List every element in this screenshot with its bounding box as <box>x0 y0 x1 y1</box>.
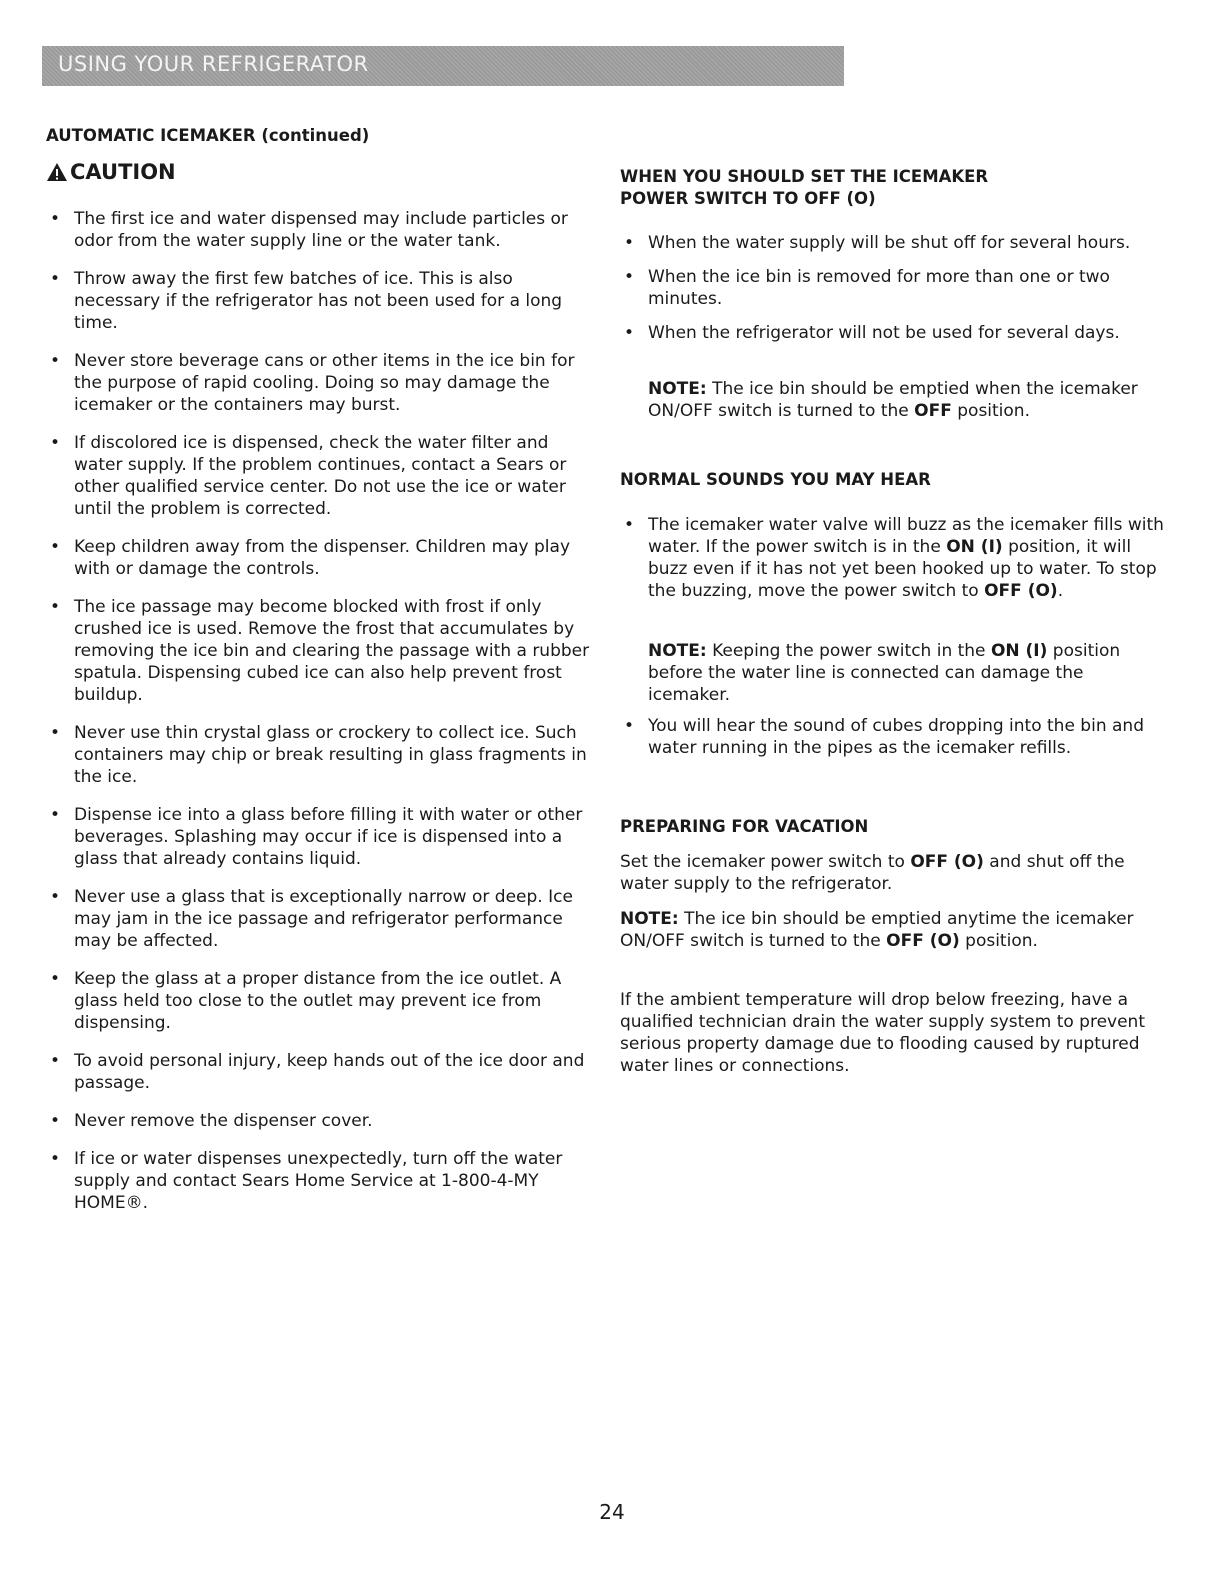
note-power-off: NOTE: The ice bin should be emptied when the icemaker ON/OFF switch is turned to the OFF position. <box>648 379 1138 421</box>
warning-triangle-icon <box>46 162 68 182</box>
normal-sounds-list-2 <box>620 715 1170 759</box>
caution-label: CAUTION <box>70 160 176 184</box>
list-item: • Never use thin crystal glass or crockery to collect ice. Such containers may chip or break resulting in glass fragments in the ice. <box>50 723 587 787</box>
list-item: • When the water supply will be shut off for several hours. <box>624 233 1131 253</box>
list-item: • The icemaker water valve will buzz as the icemaker fills with water. If the power switch is in the ON (I) position, it will buzz even if it has not yet been hooked up to water. To stop the buzzing, move the power switch to OFF (O). <box>624 515 1164 601</box>
section-heading-automatic-icemaker: AUTOMATIC ICEMAKER (continued) <box>46 126 370 145</box>
list-item: • If ice or water dispenses unexpectedly, turn off the water supply and contact Sears Home Service at 1-800-4-MY HOME®. <box>50 1149 563 1213</box>
section-heading-normal-sounds: NORMAL SOUNDS YOU MAY HEAR <box>620 470 931 489</box>
note-normal-sounds: NOTE: Keeping the power switch in the ON (I) position before the water line is connected can damage the icemaker. <box>648 641 1121 705</box>
note-vacation: NOTE: The ice bin should be emptied anytime the icemaker ON/OFF switch is turned to the OFF (O) position. <box>620 909 1134 951</box>
section-heading-power-switch-off: WHEN YOU SHOULD SET THE ICEMAKER POWER SWITCH TO OFF (O) <box>620 167 989 208</box>
list-item: • When the ice bin is removed for more than one or two minutes. <box>624 267 1110 309</box>
banner-title: USING YOUR REFRIGERATOR <box>58 52 369 76</box>
freezing-paragraph: If the ambient temperature will drop below freezing, have a qualified technician drain the water supply system to prevent serious property damage due to flooding caused by ruptured water lines or connections. <box>620 990 1145 1076</box>
list-item: • To avoid personal injury, keep hands out of the ice door and passage. <box>50 1051 585 1093</box>
vacation-paragraph: Set the icemaker power switch to OFF (O) and shut off the water supply to the refrigerator. <box>620 852 1125 894</box>
list-item: • Keep children away from the dispenser. Children may play with or damage the controls. <box>50 537 571 579</box>
list-item: • Never use a glass that is exceptionally narrow or deep. Ice may jam in the ice passage and refrigerator performance may be affected. <box>50 887 573 951</box>
caution-heading <box>46 160 176 184</box>
list-item: • When the refrigerator will not be used for several days. <box>624 323 1120 343</box>
section-banner <box>42 46 844 86</box>
list-item: • Throw away the first few batches of ice. This is also necessary if the refrigerator has not been used for a long time. <box>50 269 563 333</box>
list-item: • Never store beverage cans or other items in the ice bin for the purpose of rapid cooling. Doing so may damage the icemaker or the containers may burst. <box>50 351 575 415</box>
page-number: 24 <box>599 1500 625 1524</box>
list-item: • The first ice and water dispensed may include particles or odor from the water supply line or the water tank. <box>50 209 568 251</box>
power-off-list <box>620 232 1170 352</box>
list-item: • The ice passage may become blocked with frost if only crushed ice is used. Remove the frost that accumulates by removing the ice bin and clearing the passage with a rubber spatula. Dispensing cubed ice can also help prevent frost buildup. <box>50 597 590 705</box>
list-item: • Dispense ice into a glass before filling it with water or other beverages. Splashing may occur if ice is dispensed into a glass that already contains liquid. <box>50 805 583 869</box>
list-item: • Never remove the dispenser cover. <box>50 1111 373 1131</box>
list-item: • You will hear the sound of cubes dropping into the bin and water running in the pipes as the icemaker refills. <box>624 716 1144 758</box>
list-item: • Keep the glass at a proper distance from the ice outlet. A glass held too close to the outlet may prevent ice from dispensing. <box>50 969 562 1033</box>
caution-list <box>46 208 594 1214</box>
list-item: • If discolored ice is dispensed, check the water filter and water supply. If the problem continues, contact a Sears or other qualified service center. Do not use the ice or water until the problem is corrected. <box>50 433 567 519</box>
section-heading-vacation: PREPARING FOR VACATION <box>620 817 869 836</box>
normal-sounds-list <box>620 514 1170 602</box>
